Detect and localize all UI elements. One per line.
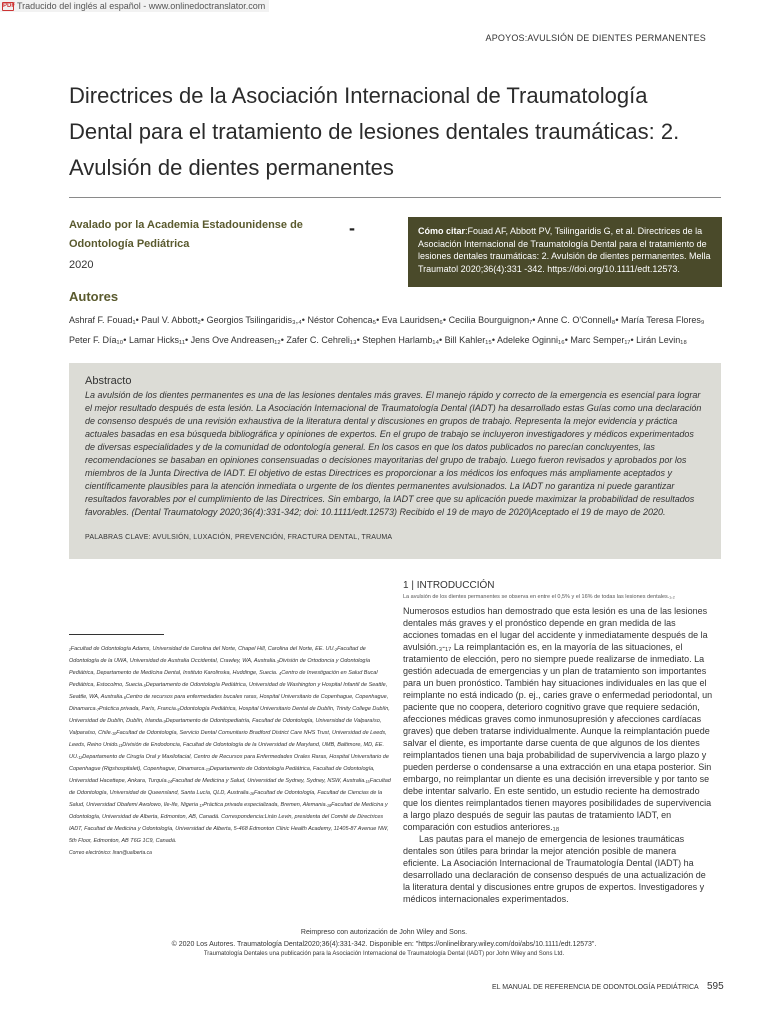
- copyright-line: © 2020 Los Autores. Traumatología Dental2020;36(4):331-342. Disponible en: "https://onlinelibrary.wiley.com/doi/abs/10.1111/edt.12573".: [171, 941, 597, 948]
- affiliations-text: ₁Facultad de Odontología Adams, Universidad de Carolina del Norte, Chapel Hill, Carolina del Norte, EE. UU.₂Facultad de Odontología de la UWA, Universidad de Australia Occidental, Crawley, WA, Australia.₃División de Ortodoncia y Odontología Pediátrica, Departamento de Medicina Dental, Instituto Karolinska, Huddinge, Suecia. ₄Centro de Investigación en Salud Bucal Pediátrica, Estocolmo, Suecia.₅Departamento de Odontología Pediátrica, Universidad de Washington y Hospital Infantil de Seattle, Seattle, WA, Australia.₆Centro de recursos para enfermedades bucales raras, Hospital Universitario de Copenhague, Copenhague, Dinamarca.₇Práctica privada, París, Francia.₈Odontología Pediátrica, Hospital Universitario Dental de Dublín, Trinity College Dublín, Universidad de Dublín, Dublín, Irlanda.₉Departamento de Odontopediatría, Facultad de Odontología, Universidad de Valparaíso, Valparaíso, Chile.₁₀Facultad de Odontología, Servicio Dental Comunitario Bradford District Care NHS Trust, Universidad de Leeds, Leeds, Reino Unido.₁₁División de Endodoncia, Facultad de Odontología de la Universidad de Maryland, UMB, Baltimore, MD, EE. UU.₁₂Departamento de Cirugía Oral y Maxilofacial, Centro de Recursos para Enfermedades Orales Raras, Hospital Universitario de Copenhague (Rigshospitalet), Copenhague, Dinamarca.₁₃Departamento de Odontología Pediátrica, Facultad de Odontología, Universidad Hacettepe, Ankara, Turquía.₁₄Facultad de Medicina y Salud, Universidad de Sydney, Sydney, NSW, Australia.₁₅Facultad de Odontología, Universidad de Queensland, Santa Lucía, QLD, Australia.₁₆Facultad de Odontología, Facultad de Ciencias de la Salud, Universidad Obafemi Awolowo, Ile-Ife, Nigeria ₁₇Práctica privada especializada, Bremen, Alemania.₁₈Facultad de Medicina y Odontología, Universidad de Alberta, Edmonton, AB, Canadá. Correspondencia:Lirán Levin, presidenta del Comité de Directrices IADT, Facultad de Medicina y Odontología, Universidad de Alberta, 5-468 Edmonton Clinic Health Academy, 11405-87 Avenue NW, 5th Floor, Edmonton, AB T6G 1C9, Canadá.: [69, 646, 391, 844]
- section-heading-introduction: 1 | INTRODUCCIÓN: [403, 580, 495, 591]
- affiliations-footnotes: [69, 643, 391, 859]
- document-icon: PDF: [3, 2, 15, 9]
- endorsement-text: Avalado por la Academia Estadounidense de Odontología Pediátrica: [69, 219, 303, 250]
- page-title: Directrices de la Asociación Internacional de Traumatología Dental para el tratamiento de lesiones dentales traumáticas: 2. Avulsión de dientes permanentes: [69, 83, 680, 180]
- title-divider: [69, 197, 721, 198]
- citation-label: Cómo citar: [418, 226, 466, 236]
- keywords: PALABRAS CLAVE: AVULSIÓN, LUXACIÓN, PREVENCIÓN, FRACTURA DENTAL, TRAUMA: [85, 534, 393, 541]
- reprint-notice: Reimpreso con autorización de John Wiley and Sons.: [300, 929, 468, 936]
- authors-list: [69, 310, 729, 350]
- publisher-line: Traumatología Dentales una publicación para la Asociación Internacional de Traumatología Dental (IADT) por John Wiley and Sons Ltd.: [203, 951, 565, 957]
- abstract-text: La avulsión de los dientes permanentes es una de las lesiones dentales más graves. El manejo rápido y correcto de la emergencia es esencial para lograr el mejor resultado después de esta lesión. La Asociación Internacional de Traumatología Dental (IADT) ha desarrollado estas Guías como una declaración de consenso después de una revisión exhaustiva de la literatura dental y discusiones en grupos de trabajo. Representa la mejor evidencia y práctica actuales basadas en esa búsqueda bibliográfica y opiniones de expertos. En el grupo de trabajo se incluyeron investigadores y médicos experimentados de diversas especialidades y de la comunidad de odontología general. En los casos en que los datos publicados no parecían concluyentes, las recomendaciones se basaban en opiniones consensuadas o decisiones mayoritarias del grupo de trabajo. Luego fueron revisados y aprobados por los miembros de la Junta Directiva de IADT. El objetivo de estas Directrices es proporcionar a los médicos los enfoques más ampliamente aceptados y científicamente plausibles para la atención inmediata o urgente de los dientes permanentes avulsionados. La IADT no garantiza ni puede garantizar resultados favorables por el cumplimiento de las Directrices. Sin embargo, la IADT cree que su aplicación puede maximizar la probabilidad de resultados favorables. (Dental Traumatology 2020;36(4):331-342; doi: 10.1111/edt.12573) Recibido el 19 de mayo de 2020|Aceptado el 19 de mayo de 2020.: [85, 390, 702, 517]
- page-number: 595: [707, 981, 724, 992]
- endorsement-year: 2020: [69, 259, 94, 271]
- footer-title: EL MANUAL DE REFERENCIA DE ODONTOLOGÍA PEDIÁTRICA: [492, 984, 699, 991]
- introduction-body: [403, 605, 713, 905]
- introduction-paragraph-2: Las pautas para el manejo de emergencia de lesiones traumáticas dentales son útiles para brindar la mejor atención posible de manera eficiente. La Asociación Internacional de Traumatología Dental (IADT) ha desarrollado una declaración de consenso después de una actualización de la literatura dental y discusiones entre grupos de expertos. Investigadores y médicos internacionales experimentados.: [403, 834, 706, 904]
- translator-text: Traducido del inglés al español - www.onlinedoctranslator.com: [17, 1, 266, 11]
- abstract-heading: Abstracto: [85, 375, 132, 387]
- running-head: APOYOS:AVULSIÓN DE DIENTES PERMANENTES: [485, 33, 706, 43]
- authors-heading: Autores: [69, 289, 119, 304]
- authors-line-1: Ashraf F. Fouad₁• Paul V. Abbott₂• Georgios Tsilingaridis₃,₄• Néstor Cohenca₅• Eva Lauridsen₆• Cecilia Bourguignon₇• Anne C. O'Connell₈• María Teresa Flores₉: [69, 315, 705, 325]
- citation-box: [408, 217, 722, 287]
- translator-badge[interactable]: [0, 0, 269, 12]
- footnote-divider: [69, 634, 164, 635]
- dash-mark: -: [349, 218, 355, 238]
- abstract-box: [69, 363, 721, 559]
- introduction-note: La avulsión de los dientes permanentes se observa en entre el 0,5% y el 16% de todas las lesiones dentales.₁,₂: [403, 594, 675, 600]
- citation-text[interactable]: :Fouad AF, Abbott PV, Tsilingaridis G, et al. Directrices de la Asociación Internacional de Traumatología Dental para el tratamiento de lesiones dentales traumáticas: 2. Avulsión de dientes permanentes. Mella Traumatol 2020;36(4):331 -342. https://doi.org/10.1111/edt.12573.: [418, 226, 711, 274]
- correspondence-email[interactable]: Correo electrónico: liran@ualberta.ca: [69, 850, 152, 856]
- introduction-paragraph-1: Numerosos estudios han demostrado que esta lesión es una de las lesiones dentales más graves y el pronóstico depende en gran medida de las acciones tomadas en el lugar del accidente y inmediatamente después de la avulsión.₃-₁₇ La reimplantación es, en la mayoría de las situaciones, el tratamiento de elección, pero no siempre puede realizarse de inmediato. La gestión adecuada de emergencias y un plan de tratamiento son importantes para un buen pronóstico. También hay situaciones individuales en las que el reimplante no está indicado (p. ej., caries grave o enfermedad periodontal, un paciente que no coopera, deterioro cognitivo grave que requiere sedación, afecciones médicas graves como inmunosupresión y afecciones cardíacas graves) que deben tratarse individualmente. Aunque la reimplantación puede salvar el diente, es importante darse cuenta de que algunos de los dientes reimplantados tienen una baja probabilidad de supervivencia a largo plazo y pueden perderse o condensarse a una extracción en una etapa posterior. Sin embargo, no reimplantar un diente es una decisión irreversible y por tanto se debe intentar salvarlo. En este sentido, un estudio reciente ha demostrado que los dientes reimplantados tienen mayores posibilidades de supervivencia a largo plazo después de seguir las pautas de tratamiento IADT, en comparación con estudios anteriores.₁₈: [403, 606, 713, 832]
- authors-line-2: Peter F. Día₁₀• Lamar Hicks₁₁• Jens Ove Andreasen₁₂• Zafer C. Cehreli₁₃• Stephen Harlamb₁₄• Bill Kahler₁₅• Adeleke Oginni₁₆• Marc Semper₁₇• Lirán Levin₁₈: [69, 335, 687, 345]
